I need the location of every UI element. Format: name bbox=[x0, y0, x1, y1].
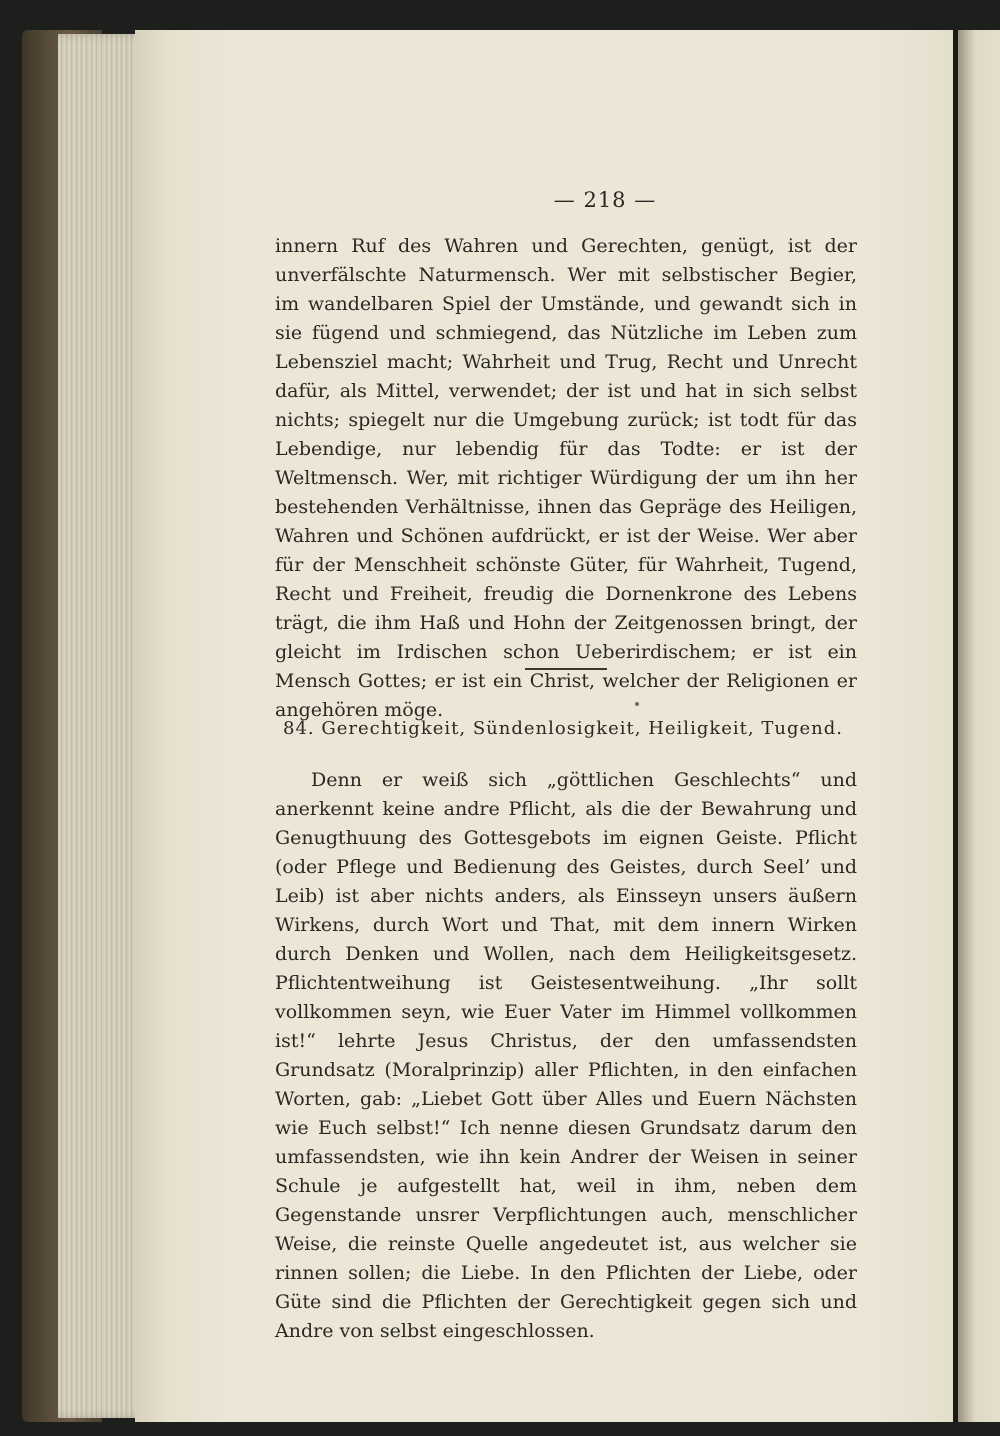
book-page bbox=[135, 30, 953, 1422]
print-speck bbox=[635, 702, 639, 706]
section-paragraph bbox=[275, 766, 857, 1346]
facing-page-edge bbox=[958, 30, 1000, 1422]
paragraph-text: innern Ruf des Wahren und Gerechten, genügt, ist der unverfälschte Naturmensch. Wer mit selbstischer Begier, im wandelbaren Spiel der Umstände, und gewandt sich in sie fügend und schmiegend, das Nützliche im Leben zum Lebensziel macht; Wahrheit und Trug, Recht und Unrecht dafür, als Mittel, verwendet; der ist und hat in sich selbst nichts; spiegelt nur die Umgebung zurück; ist todt für das Lebendige, nur lebendig für das Todte: er ist der Weltmensch. Wer, mit richtiger Würdigung der um ihn her bestehenden Verhältnisse, ihnen das Gepräge des Heiligen, Wahren und Schönen aufdrückt, er ist der Weise. Wer aber für der Menschheit schönste Güter, für Wahrheit, Tugend, Recht und Freiheit, freudig die Dornenkrone des Lebens trägt, die ihm Haß und Hohn der Zeitgenossen bringt, der gleicht im Irdischen schon Ueberirdischem; er ist ein Mensch Gottes; er ist ein Christ, welcher der Religionen er angehören möge. bbox=[275, 235, 857, 721]
section-divider bbox=[525, 668, 607, 670]
paragraph-text: Denn er weiß sich „göttlichen Geschlechts“ und anerkennt keine andre Pflicht, als die der Bewahrung und Genugthuung des Gottesgebots im eignen Geiste. Pflicht (oder Pflege und Bedienung des Geistes, durch Seel’ und Leib) ist aber nichts anders, als Einsseyn unsers äußern Wirkens, durch Wort und That, mit dem innern Wirken durch Denken und Wollen, nach dem Heiligkeitsgesetz. Pflichtentweihung ist Geistesentweihung. „Ihr sollt vollkommen seyn, wie Euer Vater im Himmel vollkommen ist!“ lehrte Jesus Christus, der den umfassendsten Grundsatz (Moralprinzip) aller Pflichten, in den einfachen Worten, gab: „Liebet Gott über Alles und Euern Nächsten wie Euch selbst!“ Ich nenne diesen Grundsatz darum den umfassendsten, wie ihn kein Andrer der Weisen in seiner Schule je aufgestellt hat, weil in ihm, neben dem Gegenstande unsrer Verpflichtungen auch, menschlicher Weise, die reinste Quelle angedeutet ist, aus welcher sie rinnen sollen; die Liebe. In den Pflichten der Liebe, oder Güte sind die Pflichten der Gerechtigkeit gegen sich und Andre von selbst eingeschlossen. bbox=[275, 769, 857, 1342]
page-number: — 218 — bbox=[553, 188, 657, 212]
section-heading: 84. Gerechtigkeit, Sündenlosigkeit, Heiligkeit, Tugend. bbox=[283, 718, 843, 739]
paragraph-continued bbox=[275, 232, 857, 725]
